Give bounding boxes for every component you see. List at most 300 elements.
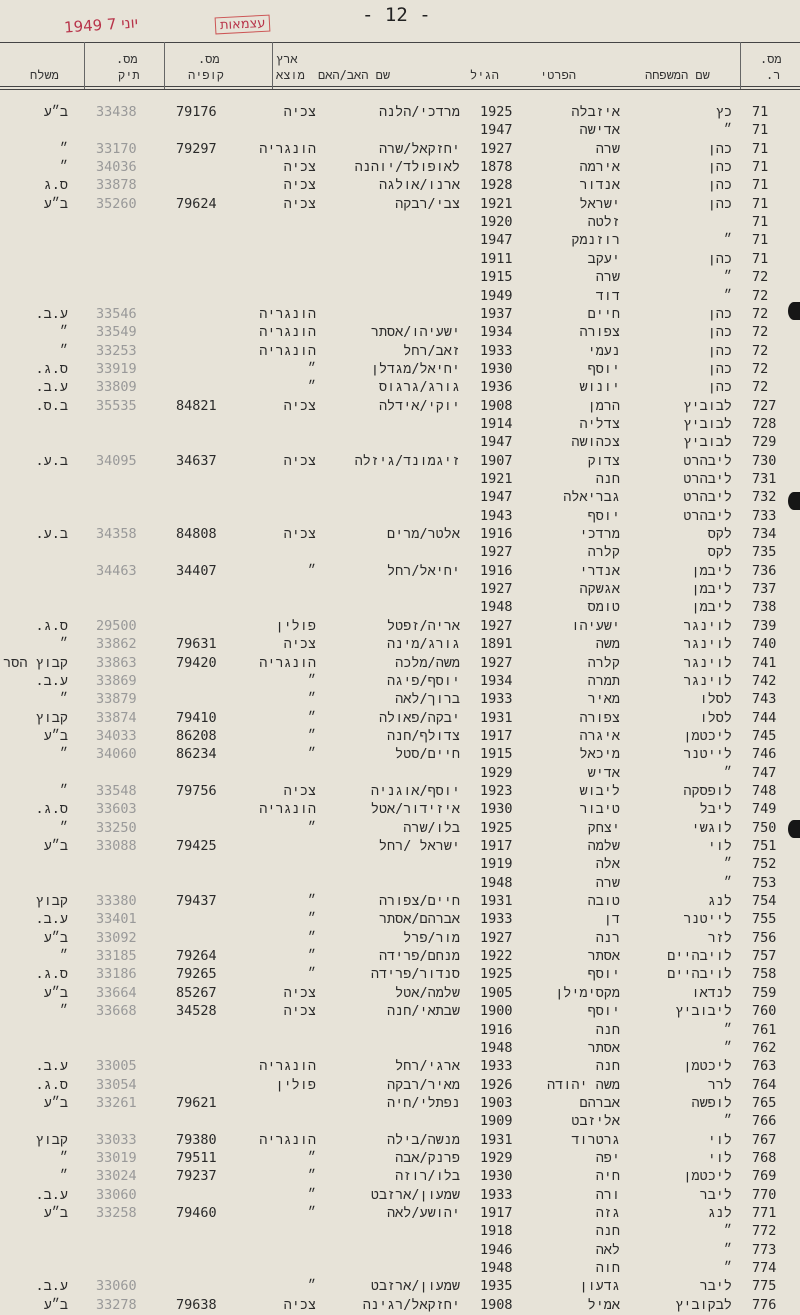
cell-first: מרדכי <box>579 526 620 543</box>
cell-year: 1928 <box>480 177 513 194</box>
cell-country: ״ <box>307 691 316 708</box>
cell-first: אירמה <box>579 159 620 176</box>
cell-parents: אריה/זפטל <box>387 617 460 634</box>
cell-no: 768 <box>752 1149 777 1166</box>
cell-family: כהן <box>707 177 732 194</box>
cell-parents: מאיר/רבקה <box>387 1076 460 1093</box>
cell-country: הונגריה <box>259 654 316 671</box>
cell-parents: שבתאי/חנה <box>387 1003 460 1020</box>
cell-family: לויבהיים <box>667 966 732 983</box>
cell-first: משה יהודה <box>547 1076 620 1093</box>
cell-year: 1936 <box>480 379 513 396</box>
cell-mishlach: קבוץ <box>35 709 68 726</box>
cell-first: אלה <box>595 856 620 873</box>
cell-family: ״ <box>723 874 732 891</box>
cell-country: הונגריה <box>259 140 316 157</box>
cell-kupa: 84808 <box>176 526 217 543</box>
cell-first: גדעון <box>579 1278 620 1295</box>
cell-country: צכיה <box>283 526 316 543</box>
cell-parents: יוקי/אידלה <box>378 397 460 414</box>
cell-family: ליבר <box>699 1278 732 1295</box>
cell-country: ״ <box>307 948 316 965</box>
table-row <box>0 1187 800 1205</box>
cell-first: צכהושה <box>571 434 620 451</box>
cell-kupa: 79425 <box>176 838 217 854</box>
cell-kupa: 79420 <box>176 654 217 671</box>
cell-family: לייטנר <box>683 911 732 928</box>
cell-country: הונגריה <box>259 801 316 818</box>
cell-year: 1930 <box>480 1168 513 1185</box>
cell-no: 71 <box>752 214 769 231</box>
table-row <box>0 893 800 911</box>
header-year: הגיל <box>470 68 499 82</box>
cell-first: חיה <box>595 1168 620 1185</box>
cell-parents: בלו/שרה <box>403 819 460 836</box>
cell-kupa: 34528 <box>176 1003 217 1020</box>
cell-parents: איזידור/אטל <box>370 801 460 818</box>
table-row <box>0 232 800 250</box>
table-row <box>0 471 800 489</box>
cell-year: 1916 <box>480 526 513 543</box>
cell-no: 735 <box>752 544 777 561</box>
cell-tik: 33401 <box>96 911 137 928</box>
cell-country: ״ <box>307 360 316 377</box>
cell-family: ליבל <box>699 801 732 818</box>
cell-country: צכיה <box>283 1003 316 1020</box>
header-country-top: ארץ <box>276 52 298 66</box>
cell-year: 1943 <box>480 507 513 524</box>
cell-mishlach: ״ <box>59 782 68 799</box>
table-row <box>0 1113 800 1131</box>
table-row <box>0 214 800 232</box>
cell-kupa: 79460 <box>176 1205 217 1221</box>
cell-no: 763 <box>752 1058 777 1075</box>
cell-year: 1931 <box>480 709 513 726</box>
table-row <box>0 324 800 342</box>
cell-no: 738 <box>752 599 777 616</box>
cell-mishlach: ע.ב. <box>35 379 68 396</box>
cell-mishlach: ״ <box>59 636 68 653</box>
cell-parents: ישראל /רחל <box>378 838 460 854</box>
cell-no: 727 <box>752 397 777 414</box>
cell-mishlach: ״ <box>59 1003 68 1020</box>
table-row <box>0 1077 800 1095</box>
table-row <box>0 911 800 929</box>
cell-no: 732 <box>752 489 777 506</box>
header-family: שם המשפחה <box>645 68 710 82</box>
cell-year: 1947 <box>480 489 513 506</box>
cell-family: כץ <box>715 104 732 120</box>
cell-kupa: 79297 <box>176 140 217 157</box>
cell-mishlach: ב״ע <box>43 1205 68 1221</box>
cell-mishlach: ב״ע <box>43 1094 68 1111</box>
cell-mishlach: ס.ג. <box>35 966 68 983</box>
cell-tik: 34036 <box>96 159 137 176</box>
table-row <box>0 966 800 984</box>
cell-year: 1947 <box>480 122 513 139</box>
col-divider <box>164 42 165 89</box>
cell-tik: 33261 <box>96 1094 137 1111</box>
cell-country: פולין <box>275 1076 316 1093</box>
cell-family: ״ <box>723 1113 732 1130</box>
cell-country: ״ <box>307 1186 316 1203</box>
table-row <box>0 581 800 599</box>
cell-country: צכיה <box>283 195 316 212</box>
cell-parents: שמעון/ארזבט <box>370 1278 460 1295</box>
cell-country: הונגריה <box>259 342 316 359</box>
cell-first: אברהם <box>579 1094 620 1111</box>
cell-mishlach: ע.ב. <box>35 1186 68 1203</box>
cell-tik: 33809 <box>96 379 137 396</box>
cell-mishlach: ״ <box>59 1149 68 1166</box>
cell-kupa: 79511 <box>176 1149 217 1166</box>
cell-tik: 33668 <box>96 1003 137 1020</box>
table-row <box>0 783 800 801</box>
table-row <box>0 177 800 195</box>
cell-first: גזה <box>595 1205 620 1221</box>
cell-family: ״ <box>723 1039 732 1056</box>
table-row <box>0 1242 800 1260</box>
cell-tik: 33874 <box>96 709 137 726</box>
cell-family: ליכטמן <box>683 727 732 744</box>
cell-parents: אלטר/מרים <box>387 526 460 543</box>
cell-year: 1948 <box>480 1260 513 1277</box>
cell-family: כהן <box>707 159 732 176</box>
cell-family: ליבמן <box>691 562 732 579</box>
cell-first: קלרה <box>587 544 620 561</box>
cell-country: צכיה <box>283 177 316 194</box>
cell-mishlach: ע.ב. <box>35 1058 68 1075</box>
cell-year: 1921 <box>480 471 513 487</box>
cell-no: 71 <box>752 195 769 212</box>
cell-year: 1914 <box>480 415 513 432</box>
table-row <box>0 1132 800 1150</box>
cell-no: 730 <box>752 452 777 469</box>
header-mishlach: משלח <box>30 68 59 82</box>
cell-parents: שמעון/ארזבט <box>370 1186 460 1203</box>
cell-parents: יחיאל/רחל <box>387 562 460 579</box>
cell-family: כהן <box>707 195 732 212</box>
cell-first: תמרה <box>587 672 620 689</box>
cell-family: לרר <box>707 1076 732 1093</box>
cell-no: 775 <box>752 1278 777 1295</box>
cell-tik: 35260 <box>96 195 137 212</box>
cell-family: ״ <box>723 1223 732 1240</box>
cell-year: 1927 <box>480 544 513 561</box>
cell-mishlach: ס.ג. <box>35 1076 68 1093</box>
cell-parents: יחיאל/מגדלן <box>370 360 460 377</box>
cell-no: 72 <box>752 342 769 359</box>
cell-first: יעקב <box>587 250 620 267</box>
cell-tik: 33092 <box>96 929 137 946</box>
cell-first: רנה <box>595 929 620 946</box>
table-row <box>0 159 800 177</box>
table-row <box>0 1058 800 1076</box>
table-row <box>0 948 800 966</box>
cell-tik: 35535 <box>96 397 137 414</box>
cell-country: הונגריה <box>259 324 316 341</box>
table-row <box>0 196 800 214</box>
cell-no: 743 <box>752 691 777 708</box>
cell-no: 776 <box>752 1296 777 1313</box>
cell-first: אסתר <box>587 948 620 965</box>
table-row <box>0 1022 800 1040</box>
cell-kupa: 79624 <box>176 195 217 212</box>
cell-kupa: 79380 <box>176 1131 217 1148</box>
cell-no: 746 <box>752 746 777 763</box>
cell-year: 1908 <box>480 1296 513 1313</box>
cell-year: 1933 <box>480 342 513 359</box>
cell-first: צדוק <box>587 452 620 469</box>
cell-no: 766 <box>752 1113 777 1130</box>
header-bottom-rule <box>0 86 800 87</box>
cell-kupa: 84821 <box>176 397 217 414</box>
table-row <box>0 416 800 434</box>
cell-first: נעמי <box>587 342 620 359</box>
cell-year: 1937 <box>480 305 513 322</box>
cell-year: 1917 <box>480 1205 513 1221</box>
cell-kupa: 79621 <box>176 1094 217 1111</box>
page-number: - 12 - <box>362 4 431 26</box>
cell-no: 773 <box>752 1241 777 1258</box>
table-row <box>0 765 800 783</box>
cell-year: 1916 <box>480 562 513 579</box>
cell-year: 1929 <box>480 764 513 781</box>
cell-year: 1918 <box>480 1223 513 1240</box>
cell-family: לבוביץ <box>683 434 732 451</box>
cell-country: ״ <box>307 893 316 910</box>
cell-first: איגרה <box>579 727 620 744</box>
cell-parents: מרדכי/הלנה <box>378 104 460 120</box>
cell-parents: לאופולד/יוהנה <box>354 159 460 176</box>
cell-tik: 33879 <box>96 691 137 708</box>
cell-no: 762 <box>752 1039 777 1056</box>
cell-kupa: 34637 <box>176 452 217 469</box>
table-row <box>0 875 800 893</box>
table-row <box>0 1095 800 1113</box>
cell-mishlach: ״ <box>59 819 68 836</box>
cell-tik: 33869 <box>96 672 137 689</box>
cell-mishlach: קבוץ <box>35 1131 68 1148</box>
cell-no: 752 <box>752 856 777 873</box>
table-row <box>0 618 800 636</box>
cell-parents: נפתלי/חיה <box>387 1094 460 1111</box>
cell-mishlach: ב״ע <box>43 929 68 946</box>
cell-mishlach: ״ <box>59 324 68 341</box>
cell-year: 1920 <box>480 214 513 231</box>
col-divider <box>272 42 273 89</box>
cell-no: 747 <box>752 764 777 781</box>
cell-country: ״ <box>307 1278 316 1295</box>
cell-parents: ישעיהו/אסתר <box>370 324 460 341</box>
cell-tik: 33060 <box>96 1278 137 1295</box>
table-row <box>0 563 800 581</box>
cell-year: 1927 <box>480 617 513 634</box>
cell-no: 767 <box>752 1131 777 1148</box>
table-row <box>0 434 800 452</box>
cell-no: 71 <box>752 232 769 249</box>
cell-first: גבריאלה <box>563 489 620 506</box>
cell-tik: 33603 <box>96 801 137 818</box>
cell-kupa: 79631 <box>176 636 217 653</box>
cell-family: לופסקה <box>683 782 732 799</box>
cell-tik: 33019 <box>96 1149 137 1166</box>
cell-parents: פרנק/אבה <box>395 1149 460 1166</box>
cell-year: 1930 <box>480 360 513 377</box>
cell-kupa: 79264 <box>176 948 217 965</box>
cell-family: לוינגר <box>683 672 732 689</box>
table-row <box>0 269 800 287</box>
cell-no: 739 <box>752 617 777 634</box>
cell-parents: בלו/רוזה <box>395 1168 460 1185</box>
cell-year: 1948 <box>480 874 513 891</box>
cell-first: איזבלה <box>571 104 620 120</box>
cell-tik: 33054 <box>96 1076 137 1093</box>
table-row <box>0 361 800 379</box>
cell-parents: ארנו/אולגה <box>378 177 460 194</box>
cell-first: ישעיהו <box>571 617 620 634</box>
cell-parents: גורג/גרגוס <box>378 379 460 396</box>
cell-family: לנדאו <box>691 984 732 1001</box>
cell-first: טובה <box>587 893 620 910</box>
cell-year: 1925 <box>480 966 513 983</box>
cell-no: 751 <box>752 838 777 854</box>
cell-country: צכיה <box>283 984 316 1001</box>
cell-no: 756 <box>752 929 777 946</box>
cell-first: משה <box>595 636 620 653</box>
cell-tik: 33438 <box>96 104 137 120</box>
punch-hole <box>788 302 800 320</box>
cell-kupa: 86234 <box>176 746 217 763</box>
cell-first: הרמן <box>587 397 620 414</box>
cell-tik: 34095 <box>96 452 137 469</box>
cell-tik: 33380 <box>96 893 137 910</box>
cell-country: ״ <box>307 379 316 396</box>
cell-tik: 33185 <box>96 948 137 965</box>
cell-parents: יהושע/לאה <box>387 1205 460 1221</box>
cell-year: 1925 <box>480 104 513 120</box>
cell-mishlach: ״ <box>59 342 68 359</box>
cell-no: 769 <box>752 1168 777 1185</box>
cell-first: טומס <box>587 599 620 616</box>
cell-country: צכיה <box>283 452 316 469</box>
cell-country: ״ <box>307 672 316 689</box>
cell-year: 1878 <box>480 159 513 176</box>
cell-mishlach: ב״ע <box>43 727 68 744</box>
cell-family: ליבהרט <box>683 507 732 524</box>
cell-first: חנה <box>595 471 620 487</box>
cell-mishlach: ב.ע. <box>35 526 68 543</box>
cell-tik: 34358 <box>96 526 137 543</box>
cell-year: 1949 <box>480 287 513 304</box>
cell-family: ליבמן <box>691 581 732 598</box>
table-row <box>0 343 800 361</box>
cell-parents: אברהם/אסתר <box>378 911 460 928</box>
table-row <box>0 306 800 324</box>
table-row <box>0 985 800 1003</box>
cell-tik: 33005 <box>96 1058 137 1075</box>
cell-no: 729 <box>752 434 777 451</box>
cell-year: 1923 <box>480 782 513 799</box>
cell-family: לזר <box>707 929 732 946</box>
cell-mishlach: ב.ס. <box>35 397 68 414</box>
cell-year: 1907 <box>480 452 513 469</box>
cell-kupa: 79410 <box>176 709 217 726</box>
cell-first: אדישה <box>579 122 620 139</box>
cell-year: 1911 <box>480 250 513 267</box>
table-row <box>0 122 800 140</box>
cell-year: 1919 <box>480 856 513 873</box>
cell-no: 761 <box>752 1021 777 1038</box>
cell-first: אגשקה <box>579 581 620 598</box>
cell-country: צכיה <box>283 397 316 414</box>
cell-tik: 29500 <box>96 617 137 634</box>
table-row <box>0 930 800 948</box>
cell-no: 71 <box>752 177 769 194</box>
cell-family: לנג <box>707 1205 732 1221</box>
cell-country: ״ <box>307 562 316 579</box>
cell-no: 72 <box>752 287 769 304</box>
cell-first: דוד <box>595 287 620 304</box>
table-row <box>0 526 800 544</box>
cell-family: לוינגר <box>683 617 732 634</box>
cell-parents: שלמה/אטל <box>395 984 460 1001</box>
cell-family: לוינגר <box>683 654 732 671</box>
cell-no: 740 <box>752 636 777 653</box>
cell-parents: מנשה/בילה <box>387 1131 460 1148</box>
cell-first: יוסף <box>587 360 620 377</box>
cell-mishlach: ב.ע. <box>35 452 68 469</box>
cell-family: לופשה <box>691 1094 732 1111</box>
cell-family: ליבמן <box>691 599 732 616</box>
cell-year: 1916 <box>480 1021 513 1038</box>
cell-no: 737 <box>752 581 777 598</box>
cell-no: 71 <box>752 159 769 176</box>
cell-first: קלרה <box>587 654 620 671</box>
cell-mishlach: קבוץ <box>35 893 68 910</box>
cell-family: לקס <box>707 526 732 543</box>
cell-tik: 33024 <box>96 1168 137 1185</box>
cell-tik: 33060 <box>96 1186 137 1203</box>
cell-first: יונוש <box>579 379 620 396</box>
cell-country: ״ <box>307 746 316 763</box>
cell-year: 1948 <box>480 1039 513 1056</box>
cell-no: 753 <box>752 874 777 891</box>
cell-family: כהן <box>707 140 732 157</box>
table-row <box>0 379 800 397</box>
cell-country: ״ <box>307 929 316 946</box>
table-row <box>0 288 800 306</box>
cell-year: 1903 <box>480 1094 513 1111</box>
header-tik-top: מס. <box>116 52 138 66</box>
cell-family: לוינגר <box>683 636 732 653</box>
cell-year: 1933 <box>480 691 513 708</box>
cell-country: ״ <box>307 819 316 836</box>
cell-country: ״ <box>307 1205 316 1221</box>
cell-mishlach: ע.ב. <box>35 305 68 322</box>
cell-kupa: 79638 <box>176 1296 217 1313</box>
cell-parents: זיגמונד/גיזלה <box>354 452 460 469</box>
cell-family: כהן <box>707 324 732 341</box>
cell-year: 1927 <box>480 654 513 671</box>
cell-year: 1891 <box>480 636 513 653</box>
cell-year: 1915 <box>480 269 513 286</box>
cell-first: גרטרוד <box>571 1131 620 1148</box>
cell-no: 757 <box>752 948 777 965</box>
cell-family: ליבהרט <box>683 489 732 506</box>
cell-no: 71 <box>752 122 769 139</box>
table-row <box>0 508 800 526</box>
